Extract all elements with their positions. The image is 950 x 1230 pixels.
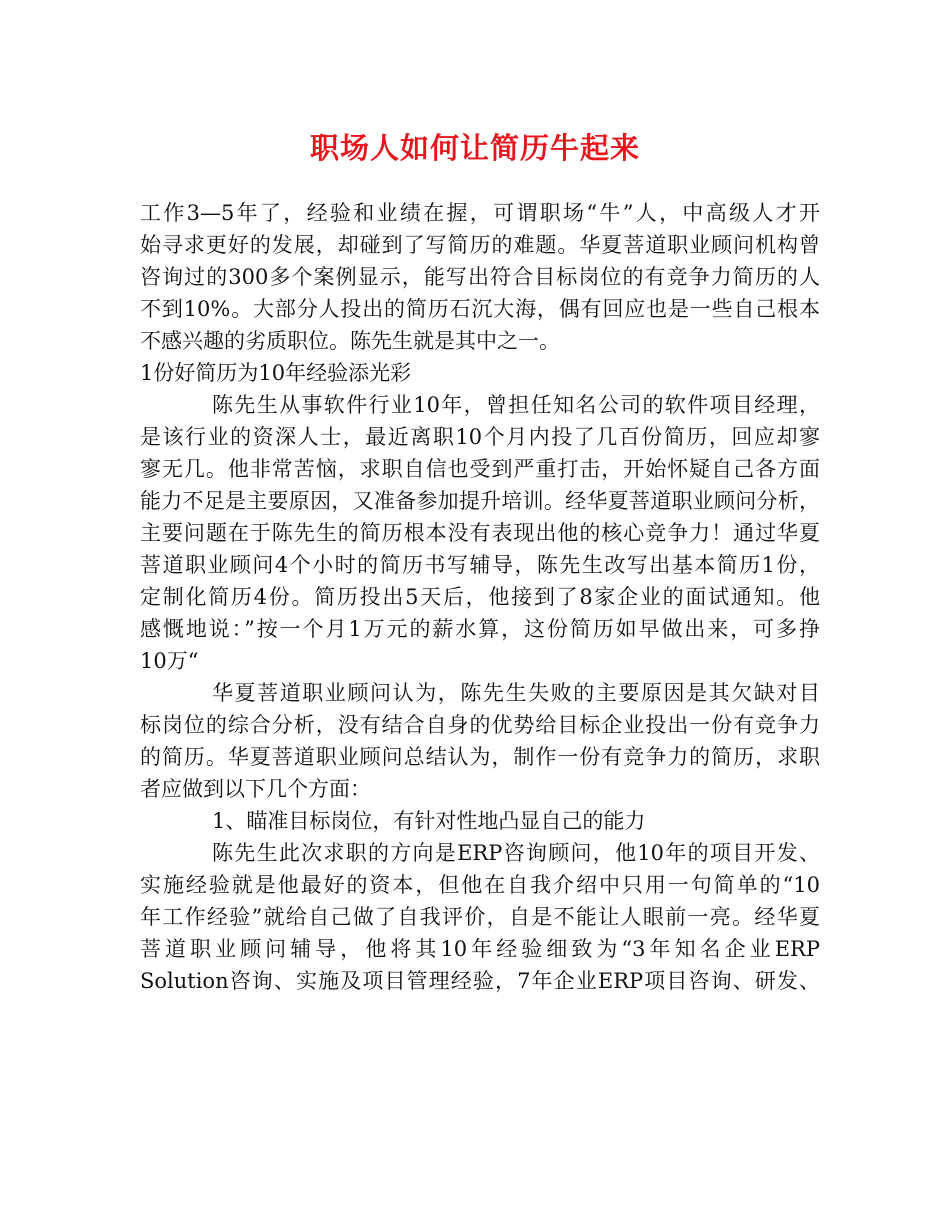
text-line: 华夏菩道职业顾问认为，陈先生失败的主要原因是其欠缺对目 [212,681,820,705]
document-body [140,197,820,997]
text-line: 能力不足是主要原因，又准备参加提升培训。经华夏菩道职业顾问分析， [140,489,820,513]
text-line: 年工作经验”就给自己做了自我评价，自是不能让人眼前一亮。经华夏 [140,905,820,929]
text-line: 菩道职业顾问4个小时的简历书写辅导，陈先生改写出基本简历1份， [140,553,820,577]
text-line: 不感兴趣的劣质职位。陈先生就是其中之一。 [140,329,560,353]
text-line: 始寻求更好的发展，却碰到了写简历的难题。华夏菩道职业顾问机构曾 [140,233,820,257]
document-title: 职场人如何让简历牛起来 [309,131,640,165]
subsection-heading: 1、瞄准目标岗位，有针对性地凸显自己的能力 [212,809,646,833]
text-line: 标岗位的综合分析，没有结合自身的优势给目标企业投出一份有竞争力 [140,713,820,737]
text-line: 不到10%。大部分人投出的简历石沉大海，偶有回应也是一些自己根本 [140,297,820,321]
text-line: Solution咨询、实施及项目管理经验，7年企业ERP项目咨询、研发、 [140,969,820,993]
text-line: 实施经验就是他最好的资本，但他在自我介绍中只用一句简单的“10 [140,873,820,897]
text-line: 咨询过的300多个案例显示，能写出符合目标岗位的有竞争力简历的人 [140,265,820,289]
text-line: 感慨地说：”按一个月1万元的薪水算，这份简历如早做出来，可多挣 [140,617,820,641]
text-line: 的简历。华夏菩道职业顾问总结认为，制作一份有竞争力的简历，求职 [140,745,820,769]
text-line: 陈先生此次求职的方向是ERP咨询顾问，他10年的项目开发、 [212,841,820,865]
text-line: 者应做到以下几个方面： [140,777,371,801]
section-heading: 1份好简历为10年经验添光彩 [140,361,412,385]
text-line: 10万“ [140,649,199,673]
text-line: 寥无几。他非常苦恼，求职自信也受到严重打击，开始怀疑自己各方面 [140,457,820,481]
text-line: 工作3—5年了，经验和业绩在握，可谓职场“牛”人，中高级人才开 [140,201,820,225]
text-line: 定制化简历4份。简历投出5天后，他接到了8家企业的面试通知。他 [140,585,820,609]
text-line: 菩道职业顾问辅导，他将其10年经验细致为“3年知名企业ERP [140,937,820,961]
text-line: 陈先生从事软件行业10年，曾担任知名公司的软件项目经理， [212,393,820,417]
text-line: 是该行业的资深人士，最近离职10个月内投了几百份简历，回应却寥 [140,425,820,449]
text-line: 主要问题在于陈先生的简历根本没有表现出他的核心竞争力！通过华夏 [140,521,820,545]
